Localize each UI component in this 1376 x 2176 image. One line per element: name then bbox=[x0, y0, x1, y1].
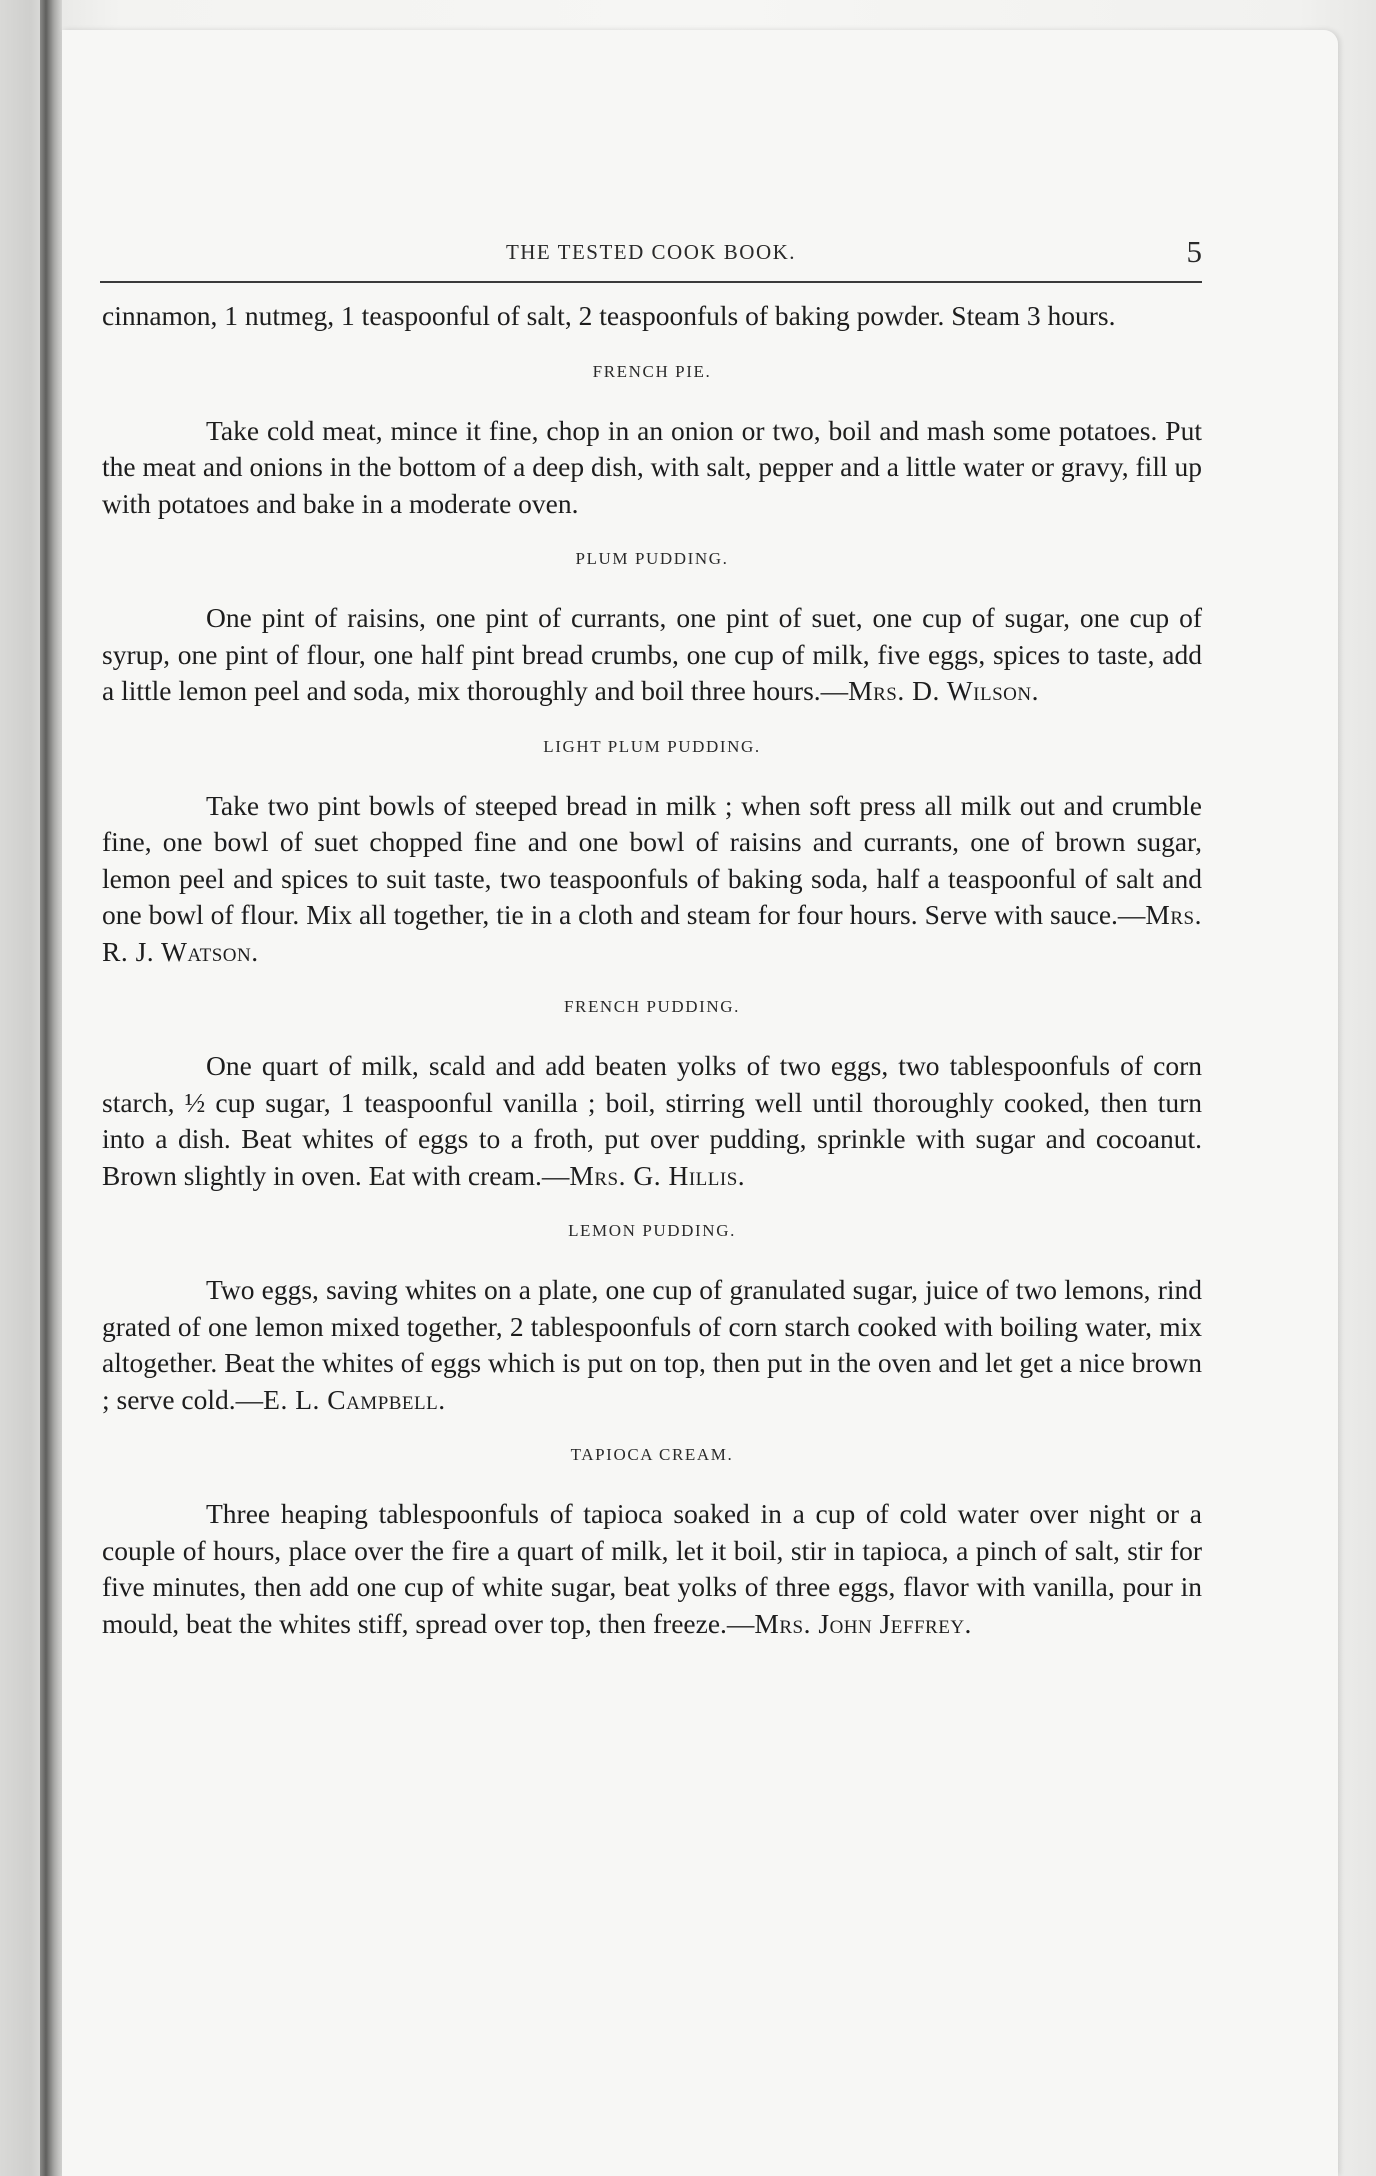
recipe-credit: Mrs. G. Hillis. bbox=[569, 1159, 746, 1191]
recipe-body-light-plum-pudding bbox=[102, 788, 1202, 971]
running-title: THE TESTED COOK BOOK. bbox=[505, 240, 797, 264]
recipe-title-lemon-pudding: LEMON PUDDING. bbox=[568, 1221, 736, 1240]
recipe-title-tapioca-cream: TAPIOCA CREAM. bbox=[570, 1445, 734, 1464]
recipe-body-french-pie bbox=[102, 413, 1202, 523]
recipe-text: Two eggs, saving whites on a plate, one cup of granulated sugar, juice of two lemons, rind grated of one lemon mixed together, 2 tablespoonfuls of corn starch cooked with boiling water, mix altogether. Beat the whites of eggs which is put on top, then put in the oven and let get a nice brown ; serve cold.— bbox=[102, 1274, 1202, 1415]
recipe-credit: Mrs. John Jeffrey. bbox=[754, 1607, 972, 1639]
recipe-text: Take cold meat, mince it fine, chop in an onion or two, boil and mash some potatoes. Put the meat and onions in the bottom of a deep dish, with salt, pepper and a little water or gravy, fill up with potatoes and bake in a moderate oven. bbox=[102, 414, 1202, 519]
recipe-text: One pint of raisins, one pint of currants, one pint of suet, one cup of sugar, one cup of syrup, one pint of flour, one half pint bread crumbs, one cup of milk, five eggs, spices to taste, add a little lemon peel and soda, mix thoroughly and boil three hours.— bbox=[102, 602, 1202, 706]
recipe-text: One quart of milk, scald and add beaten yolks of two eggs, two tablespoonfuls of corn starch, ½ cup sugar, 1 teaspoonful vanilla ; boil, stirring well until thoroughly cooked, then turn into a dish. Beat whites of eggs to a froth, put over pudding, sprinkle with sugar and cocoanut. Brown slightly in oven. Eat with cream.— bbox=[102, 1050, 1202, 1191]
recipe-title-french-pudding: FRENCH PUDDING. bbox=[563, 997, 741, 1016]
recipe-body-french-pudding bbox=[102, 1048, 1202, 1194]
recipe-text: Three heaping tablespoonfuls of tapioca soaked in a cup of cold water over night or a couple of hours, place over the fire a quart of milk, let it boil, stir in tapioca, a pinch of salt, stir for five minutes, then add one cup of white sugar, beat yolks of three eggs, flavor with vanilla, pour in mould, beat the whites stiff, spread over top, then freeze.— bbox=[102, 1498, 1202, 1639]
recipe-credit: Mrs. D. Wilson. bbox=[848, 675, 1039, 706]
page-number: 5 bbox=[1186, 234, 1202, 269]
recipe-credit: Mrs. R. J. Watson. bbox=[102, 899, 1202, 967]
header-rule bbox=[100, 281, 1202, 283]
recipe-title-french-pie: FRENCH PIE. bbox=[592, 361, 712, 381]
book-spine bbox=[40, 0, 62, 2176]
recipe-body-lemon-pudding bbox=[102, 1272, 1202, 1418]
running-head bbox=[100, 234, 1202, 278]
recipe-title-plum-pudding: PLUM PUDDING. bbox=[575, 549, 729, 568]
recipe-title-light-plum-pudding: LIGHT PLUM PUDDING. bbox=[543, 736, 761, 756]
recipe-body-tapioca-cream bbox=[102, 1496, 1202, 1642]
intro-paragraph: cinnamon, 1 nutmeg, 1 teaspoonful of salt, 2 teaspoonfuls of baking powder. Steam 3 hours. bbox=[102, 300, 1116, 331]
recipe-text: Take two pint bowls of steeped bread in milk ; when soft press all milk out and crumble fine, one bowl of suet chopped fine and one bowl of raisins and currants, one of brown sugar, lemon peel and spices to suit taste, two teaspoonfuls of baking soda, half a teaspoonful of salt and one bowl of flour. Mix all together, tie in a cloth and steam for four hours. Serve with sauce.— bbox=[102, 789, 1202, 930]
recipe-body-plum-pudding bbox=[102, 600, 1202, 710]
page-content bbox=[102, 298, 1202, 1642]
recipe-credit: E. L. Campbell. bbox=[263, 1383, 446, 1415]
